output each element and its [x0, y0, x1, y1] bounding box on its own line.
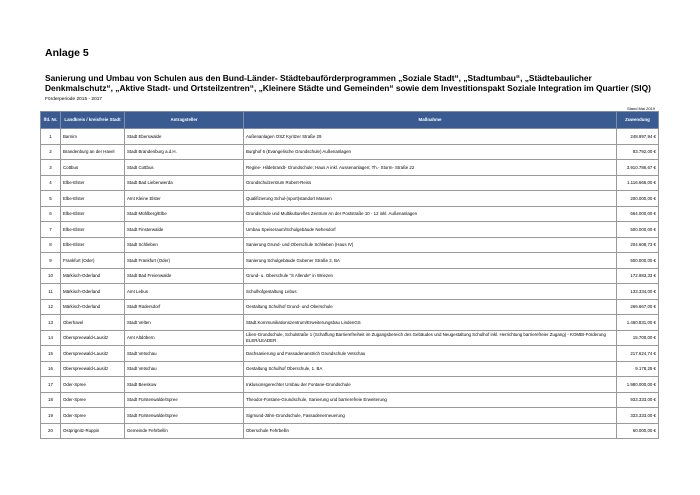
table-body	[41, 129, 659, 439]
row-antragsteller: Stadt Fürstenwalde/Spree	[125, 392, 244, 408]
row-antragsteller: Stadt Bad Liebenwerda	[125, 175, 244, 191]
row-number: 1	[41, 129, 61, 145]
row-antragsteller: Stadt Mühlberg/Elbe	[125, 206, 244, 222]
row-massnahme: Sigmund-Jähn-Grundschule, Fassadenerneuerung	[244, 408, 617, 424]
row-number: 4	[41, 175, 61, 191]
row-number: 17	[41, 377, 61, 393]
row-landkreis: Märkisch-Oderland	[61, 299, 125, 315]
row-massnahme: Theodor-Fontane-Grundschule, Sanierung und barrierefreie Erweiterung	[244, 392, 617, 408]
row-antragsteller: Amt Altdöbern	[125, 330, 244, 346]
row-antragsteller: Amt Kleine Elster	[125, 191, 244, 207]
status-date: Stand Mai 2019	[626, 106, 655, 111]
table-row	[41, 160, 659, 176]
row-massnahme: Regine- Hildebrandt- Grundschule; Haus A inkl. Aussenanlagen; Th.- Storm- Straße 22	[244, 160, 617, 176]
row-zuwendung: 133.334,00 €	[617, 284, 659, 300]
table-row	[41, 144, 659, 160]
table-row	[41, 315, 659, 331]
row-number: 6	[41, 206, 61, 222]
header-nr: lfd. Nr.	[41, 112, 61, 129]
table-row	[41, 392, 659, 408]
funding-table	[40, 111, 659, 439]
row-antragsteller: Stadt Fürstenwalde/Spree	[125, 408, 244, 424]
row-landkreis: Oberspreewald-Lausitz	[61, 346, 125, 362]
row-number: 13	[41, 315, 61, 331]
row-zuwendung: 664.000,00 €	[617, 206, 659, 222]
row-massnahme: Gestaltung Schulhof Oberschule, 1. BA	[244, 361, 617, 377]
row-landkreis: Elbe-Elster	[61, 191, 125, 207]
row-landkreis: Cottbus	[61, 160, 125, 176]
row-number: 5	[41, 191, 61, 207]
table-row	[41, 299, 659, 315]
row-antragsteller: Stadt Cottbus	[125, 160, 244, 176]
row-antragsteller: Stadt Bad Freienwalde	[125, 268, 244, 284]
row-antragsteller: Stadt Finsterwalde	[125, 222, 244, 238]
header-zuwendung: Zuwendung	[617, 112, 659, 129]
table-row	[41, 206, 659, 222]
row-number: 7	[41, 222, 61, 238]
funding-period: Förderperiode 2015 - 2017	[45, 97, 103, 102]
row-landkreis: Märkisch-Oderland	[61, 284, 125, 300]
row-number: 10	[41, 268, 61, 284]
row-zuwendung: 204.608,73 €	[617, 237, 659, 253]
row-massnahme: Gestaltung Schulhof Grund- und Oberschule	[244, 299, 617, 315]
row-massnahme: Oberschule Fehrbellin	[244, 423, 617, 439]
row-landkreis: Märkisch-Oderland	[61, 268, 125, 284]
row-massnahme: Grund- u. Oberschule "S Allende" in Wriezen	[244, 268, 617, 284]
row-antragsteller: Stadt Beeskow	[125, 377, 244, 393]
table-row	[41, 408, 659, 424]
row-number: 11	[41, 284, 61, 300]
table-row	[41, 346, 659, 362]
row-landkreis: Oder-Spree	[61, 392, 125, 408]
row-zuwendung: 500.000,00 €	[617, 222, 659, 238]
row-number: 8	[41, 237, 61, 253]
row-number: 2	[41, 144, 61, 160]
row-landkreis: Frankfurt (Oder)	[61, 253, 125, 269]
table-row	[41, 253, 659, 269]
row-zuwendung: 9.178,25 €	[617, 361, 659, 377]
row-landkreis: Barnim	[61, 129, 125, 145]
row-number: 9	[41, 253, 61, 269]
row-zuwendung: 172.983,33 €	[617, 268, 659, 284]
row-zuwendung: 248.997,94 €	[617, 129, 659, 145]
row-massnahme: Qualifizierung Schul-(sport)standort Massen	[244, 191, 617, 207]
row-landkreis: Elbe-Elster	[61, 222, 125, 238]
row-massnahme: Städt.Kommunikationszentrum/Erweiterungsbau LindenGS	[244, 315, 617, 331]
document-title: Sanierung und Umbau von Schulen aus den Bund-Länder- Städtebauförderprogrammen „Soziale Stadt“, „Stadtumbau“, „Städtebaulicher Denkmalschutz“, „Aktive Stadt- und Ortsteilzentren“, „Kleinere Städte und Gemeinden“ sowie dem Investitionspakt Soziale Integration im Quartier (SIQ)	[45, 73, 651, 93]
row-antragsteller: Stadt Schlieben	[125, 237, 244, 253]
row-massnahme: Lilien-Grundschule, Schulstraße 1 (Schaffung Barrierefreiheit im Zugangsbereich des Gebäudes und Neugestaltung Schulhof inkl. Herrichtung barrierefreier Zugang) - KOMBI-Förderung ELER/LEADER	[244, 330, 617, 346]
row-zuwendung: 217.624,74 €	[617, 346, 659, 362]
row-zuwendung: 60.000,00 €	[617, 423, 659, 439]
row-number: 16	[41, 361, 61, 377]
row-number: 19	[41, 408, 61, 424]
row-landkreis: Elbe-Elster	[61, 175, 125, 191]
table-row	[41, 423, 659, 439]
table-header-row	[41, 112, 659, 129]
row-number: 15	[41, 346, 61, 362]
row-antragsteller: Stadt Rüdersdorf	[125, 299, 244, 315]
table-row	[41, 284, 659, 300]
row-zuwendung: 1.980.000,00 €	[617, 377, 659, 393]
row-massnahme: Sanierung Schulgebäude Gubener Straße 2, BA	[244, 253, 617, 269]
table-row	[41, 330, 659, 346]
row-landkreis: Oberhavel	[61, 315, 125, 331]
row-landkreis: Ostprignitz-Ruppin	[61, 423, 125, 439]
row-landkreis: Elbe-Elster	[61, 206, 125, 222]
row-landkreis: Elbe-Elster	[61, 237, 125, 253]
table-row	[41, 268, 659, 284]
header-antragsteller: Antragsteller	[125, 112, 244, 129]
row-number: 20	[41, 423, 61, 439]
row-zuwendung: 1.460.831,00 €	[617, 315, 659, 331]
row-antragsteller: Stadt Vetschau	[125, 361, 244, 377]
row-zuwendung: 933.333,00 €	[617, 392, 659, 408]
row-number: 3	[41, 160, 61, 176]
row-landkreis: Oder-Spree	[61, 408, 125, 424]
row-massnahme: Grundschulzentrum Robert-Reiss	[244, 175, 617, 191]
row-landkreis: Oberspreewald-Lausitz	[61, 330, 125, 346]
row-massnahme: Inklusionsgerechter Umbau der Fontane-Grundschule	[244, 377, 617, 393]
row-zuwendung: 15.700,00 €	[617, 330, 659, 346]
row-massnahme: Dachsanierung und Fassadenanstrich Grundschule Vetschau	[244, 346, 617, 362]
header-massnahme: Maßnahme	[244, 112, 617, 129]
row-massnahme: Umbau Speiseraum/Schulgebäude Nehesdorf	[244, 222, 617, 238]
row-antragsteller: Stadt Vetschau	[125, 346, 244, 362]
table-row	[41, 377, 659, 393]
table-row	[41, 222, 659, 238]
row-antragsteller: Stadt Eberswalde	[125, 129, 244, 145]
table-row	[41, 129, 659, 145]
row-zuwendung: 200.000,00 €	[617, 191, 659, 207]
row-antragsteller: Stadt Velten	[125, 315, 244, 331]
document-label: Anlage 5	[45, 47, 89, 59]
table-row	[41, 175, 659, 191]
header-landkreis: Landkreis / kreisfreie Stadt	[61, 112, 125, 129]
row-massnahme: Außenanlagen OSZ Kyritzer Straße 29	[244, 129, 617, 145]
row-zuwendung: 266.667,00 €	[617, 299, 659, 315]
row-landkreis: Oder-Spree	[61, 377, 125, 393]
row-zuwendung: 1.116.666,00 €	[617, 175, 659, 191]
row-number: 18	[41, 392, 61, 408]
row-number: 12	[41, 299, 61, 315]
row-antragsteller: Stadt Frankfurt (Oder)	[125, 253, 244, 269]
row-landkreis: Brandenburg an der Havel	[61, 144, 125, 160]
row-zuwendung: 333.333,00 €	[617, 408, 659, 424]
row-antragsteller: Amt Lebus	[125, 284, 244, 300]
row-massnahme: Grundschule und Multikulturelles Zentrum An der Poststraße 10 - 12 inkl. Außenanlagen	[244, 206, 617, 222]
row-zuwendung: 83.792,00 €	[617, 144, 659, 160]
row-landkreis: Oberspreewald-Lausitz	[61, 361, 125, 377]
row-zuwendung: 3.910.786,67 €	[617, 160, 659, 176]
row-zuwendung: 500.000,00 €	[617, 253, 659, 269]
table-row	[41, 191, 659, 207]
row-massnahme: Burghof 6 (Evangelische Grundschule) Außenanlagen	[244, 144, 617, 160]
table-row	[41, 237, 659, 253]
row-antragsteller: Stadt Brandenburg a.d.H.	[125, 144, 244, 160]
row-massnahme: Schulhofgestaltung Lebus	[244, 284, 617, 300]
row-massnahme: Sanierung Grund- und Oberschule Schlieben (Haus IV)	[244, 237, 617, 253]
row-number: 14	[41, 330, 61, 346]
row-antragsteller: Gemeinde Fehrbellin	[125, 423, 244, 439]
table-row	[41, 361, 659, 377]
